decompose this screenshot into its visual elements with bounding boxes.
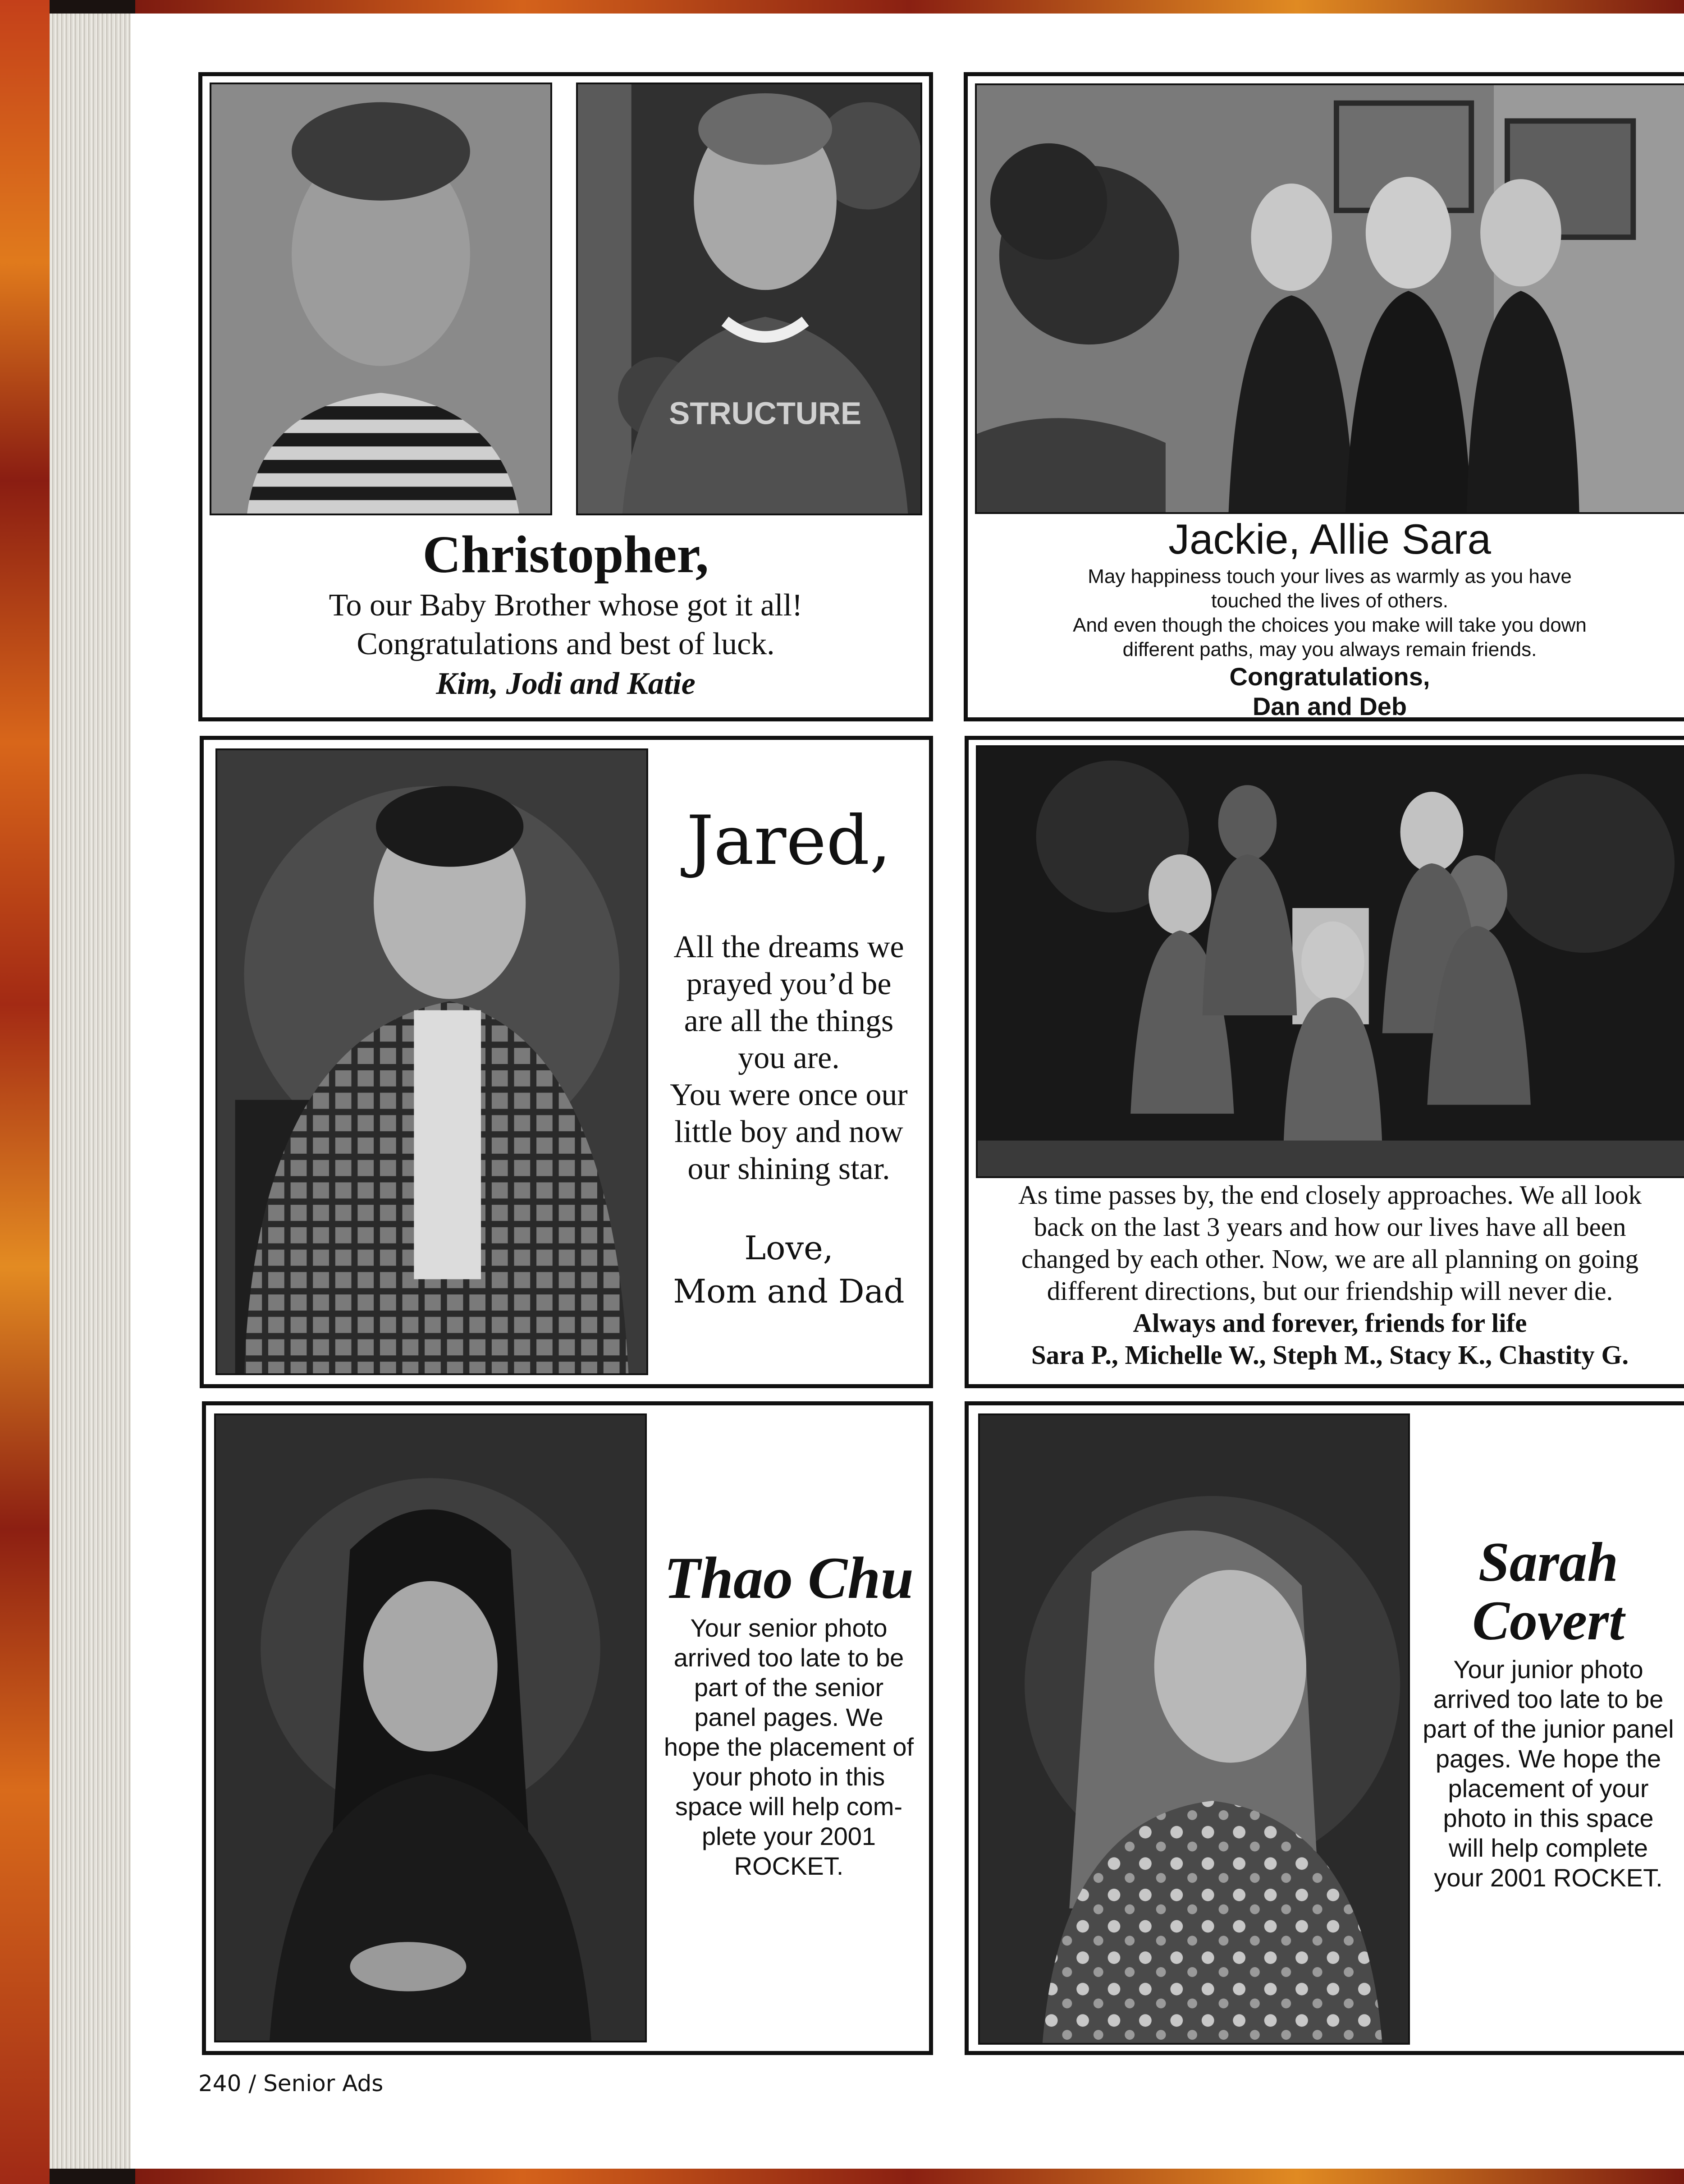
thao-name: Thao Chu (664, 1545, 914, 1611)
jackie-signature: Dan and Deb (1252, 692, 1407, 720)
photo-christopher-child (210, 83, 552, 515)
friends-line-4: different directions, but our friendship will never die. (1047, 1276, 1613, 1306)
jared-closing-1: Love, (744, 1229, 833, 1267)
thao-line-1: Your senior photo (690, 1614, 888, 1642)
sarah-line-7: will help complete (1449, 1834, 1648, 1862)
jackie-line-2: touched the lives of others. (1211, 590, 1448, 612)
photo-jared (215, 748, 648, 1375)
friends-line-1: As time passes by, the end closely approaches. We all look (1018, 1180, 1642, 1210)
jared-closing-block (651, 1226, 926, 1313)
thao-line-8: plete your 2001 (701, 1822, 876, 1850)
thao-line-9: ROCKET. (734, 1852, 844, 1880)
sarah-line-3: part of the junior panel (1423, 1715, 1674, 1743)
cover-bottom-strip (135, 2169, 1684, 2184)
christopher-line-1: To our Baby Brother whose got it all! (329, 588, 803, 623)
christopher-name: Christopher, (422, 525, 709, 584)
sarah-line-5: placement of your (1448, 1774, 1649, 1803)
page-folio: 240 / Senior Ads (198, 2070, 384, 2097)
friends-text-block (976, 1179, 1684, 1371)
photo-sarah-covert (978, 1413, 1410, 2045)
jared-line-6: little boy and now (674, 1115, 903, 1149)
cover-top-strip (135, 0, 1684, 14)
christopher-text-block (212, 523, 920, 704)
sarah-name-1: Sarah (1478, 1531, 1619, 1593)
jared-line-2: prayed you’d be (686, 967, 892, 1001)
jared-line-5: You were once our (670, 1078, 908, 1112)
friends-closing: Always and forever, friends for life (1133, 1308, 1527, 1338)
christopher-line-2: Congratulations and best of luck. (357, 627, 775, 661)
jackie-line-4: different paths, may you always remain friends. (1122, 638, 1537, 661)
friends-line-3: changed by each other. Now, we are all planning on going (1021, 1244, 1639, 1274)
jared-line-3: are all the things (684, 1004, 894, 1038)
thao-line-5: hope the placement of (664, 1733, 914, 1761)
jackie-closing: Congratulations, (1229, 662, 1430, 691)
sarah-line-2: arrived too late to be (1433, 1685, 1664, 1713)
thao-line-3: part of the senior (694, 1673, 884, 1702)
sarah-line-1: Your junior photo (1453, 1655, 1643, 1684)
jared-closing-2: Mom and Dad (673, 1272, 905, 1310)
yearbook-cover-edge (0, 0, 50, 2184)
thao-line-4: panel pages. We (694, 1703, 883, 1731)
thao-text-block (649, 1613, 929, 1881)
jared-line-7: our shining star. (687, 1152, 890, 1186)
jared-name: Jared, (686, 802, 891, 880)
friends-line-2: back on the last 3 years and how our lives have all been (1034, 1212, 1626, 1242)
jackie-line-3: And even though the choices you make will take you down (1073, 614, 1587, 636)
page-stack-edge (50, 14, 135, 2169)
photo-five-friends (976, 745, 1684, 1178)
shirt-text: STRUCTURE (669, 395, 862, 431)
sarah-line-4: pages. We hope the (1435, 1744, 1661, 1773)
sarah-text-block (1413, 1655, 1684, 1893)
jackie-name: Jackie, Allie Sara (1168, 515, 1491, 563)
friends-signature: Sara P., Michelle W., Steph M., Stacy K., Chastity G. (1031, 1340, 1629, 1370)
sarah-name-block (1413, 1533, 1684, 1650)
photo-thao-chu (214, 1413, 647, 2042)
jackie-text-block (983, 514, 1677, 721)
photo-three-friends (975, 83, 1684, 514)
sarah-line-6: photo in this space (1443, 1804, 1654, 1832)
jared-line-1: All the dreams we (673, 930, 904, 964)
jackie-line-1: May happiness touch your lives as warmly as you have (1088, 565, 1572, 587)
jared-line-4: you are. (738, 1041, 840, 1075)
sarah-name-2: Covert (1472, 1590, 1625, 1652)
thao-line-2: arrived too late to be (673, 1643, 904, 1672)
thao-line-7: space will help com- (675, 1792, 903, 1821)
christopher-signature: Kim, Jodi and Katie (436, 666, 696, 701)
thao-line-6: your photo in this (692, 1762, 885, 1791)
photo-christopher-teen (576, 83, 922, 515)
sarah-line-8: your 2001 ROCKET. (1434, 1863, 1663, 1892)
jared-text-block (651, 929, 926, 1188)
